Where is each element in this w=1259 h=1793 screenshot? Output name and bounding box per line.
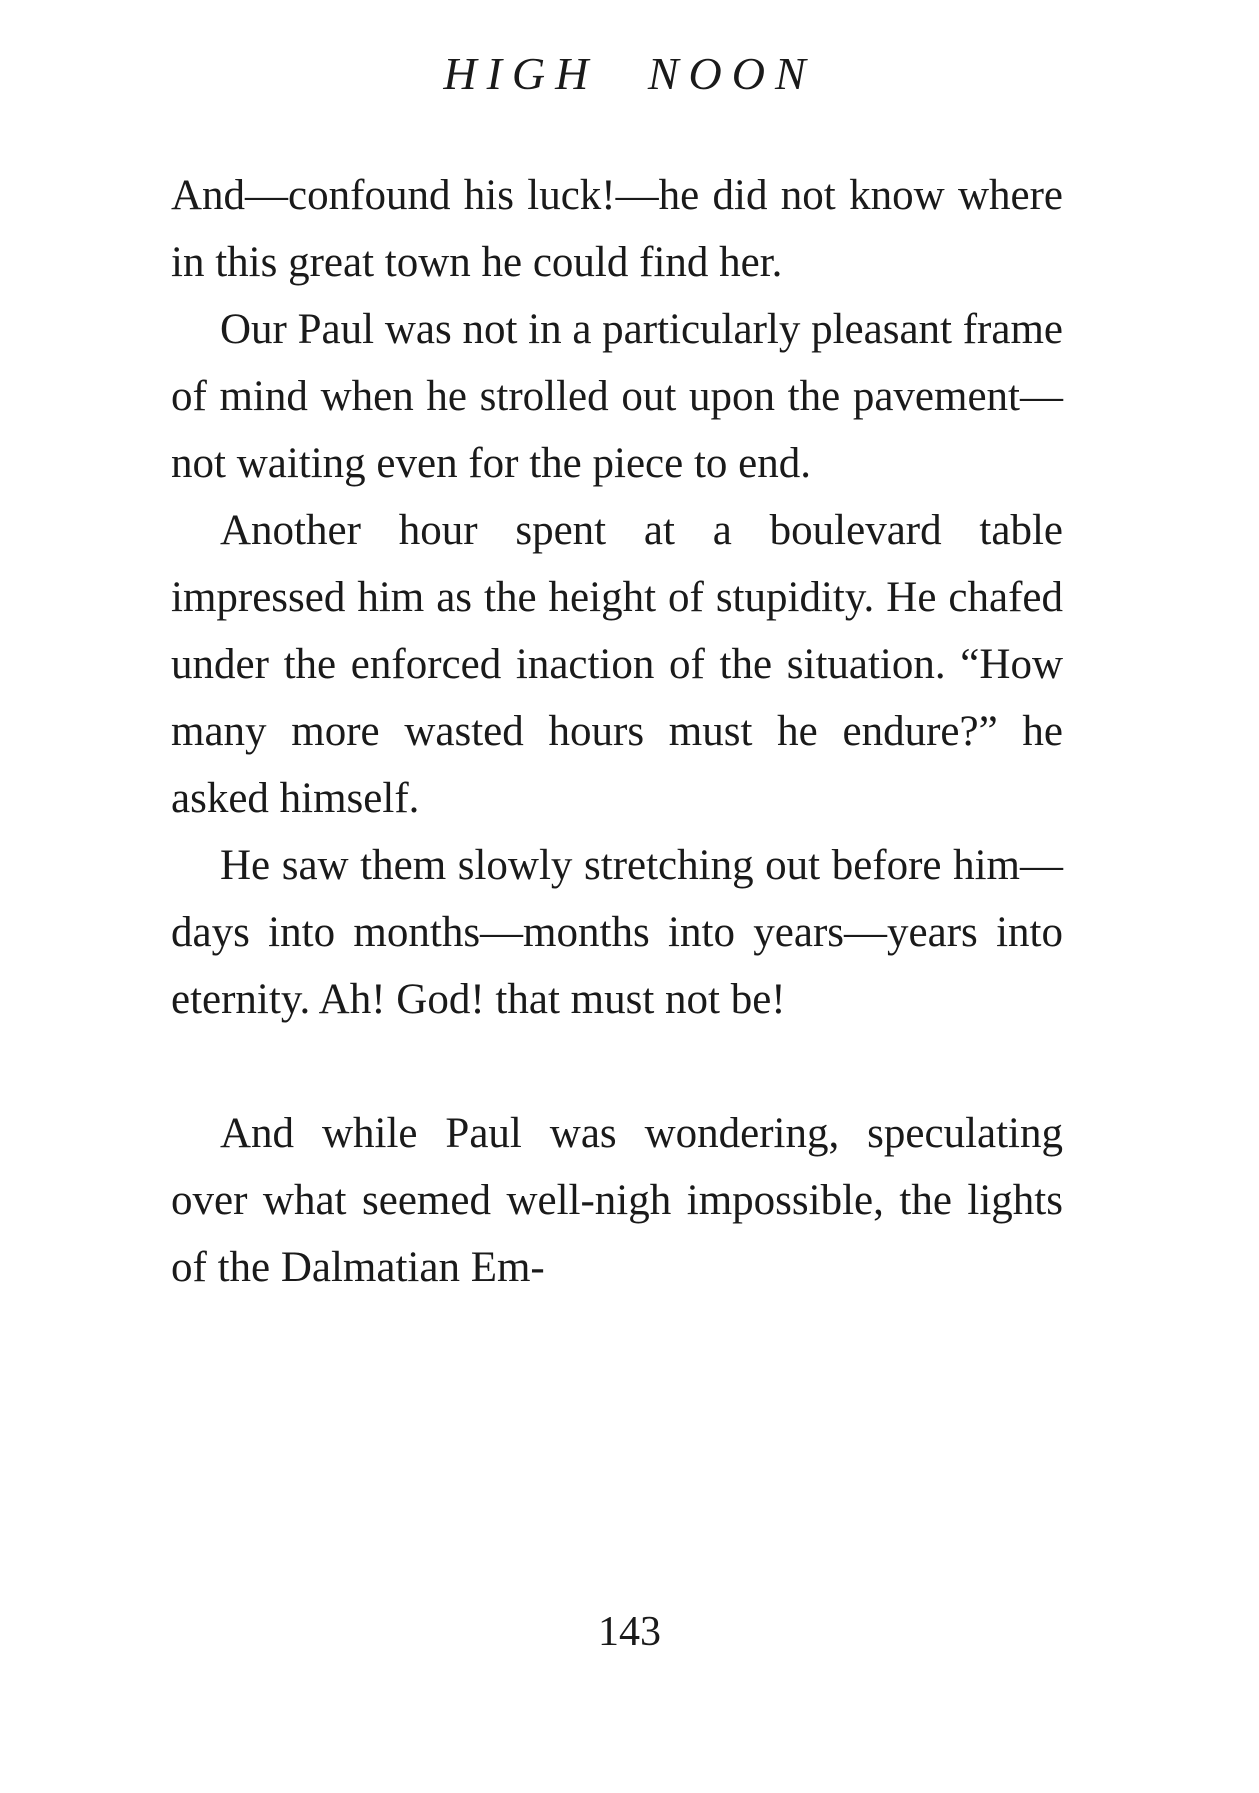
section-break	[171, 1033, 1063, 1100]
paragraph-3: Another hour spent at a boulevard table impressed him as the height of stupidity. He chafed under the enforced inaction of the situation. “How many more wasted hours must he endure?” he asked himself.	[171, 507, 1063, 822]
paragraph-4: He saw them slowly stretching out before him—days into months—months into years—years into eternity. Ah! God! that must not be!	[171, 842, 1063, 1023]
paragraph-1: And—confound his luck!—he did not know where in this great town he could find her.	[171, 172, 1063, 286]
running-head: HIGH NOON	[443, 48, 816, 99]
page-number: 143	[598, 1609, 661, 1655]
paragraph-2: Our Paul was not in a particularly pleasant frame of mind when he strolled out upon the pavement—not waiting even for the piece to end.	[171, 306, 1063, 487]
paragraph-5: And while Paul was wondering, speculating over what seemed well-nigh impossible, the lights of the Dalmatian Em-	[171, 1110, 1063, 1291]
body-text	[171, 162, 1063, 1301]
